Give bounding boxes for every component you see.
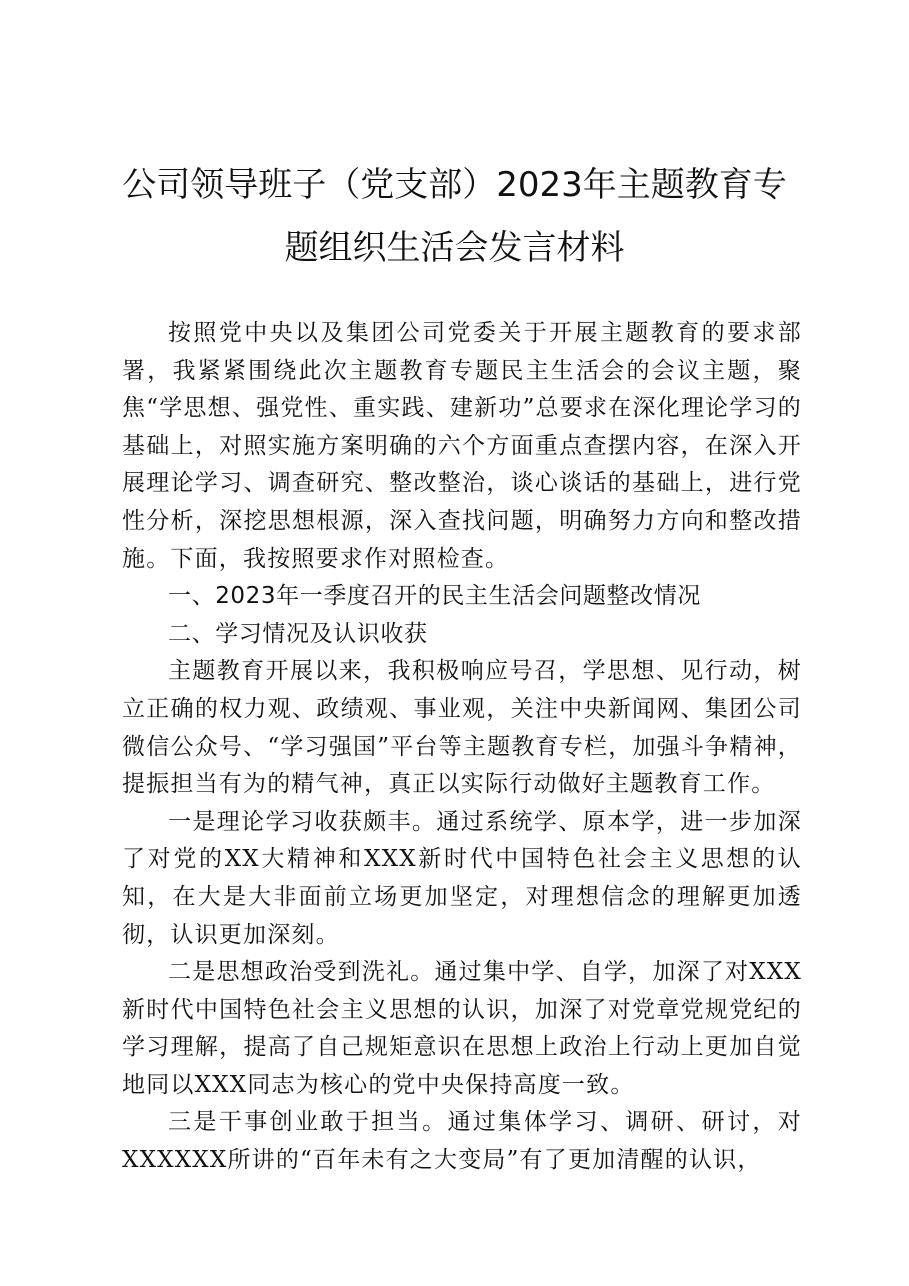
document-title-line-2: 题组织生活会发言材料	[284, 228, 625, 268]
political-thought-paragraph: 二是思想政治受到洗礼。通过集中学、自学，加深了对XXX新时代中国特色社会主义思想的认识，加深了对党章党规党纪的学习理解，提高了自己规矩意识在思想上政治上行动上更加自觉地同以XXX同志为核心的党中央保持高度一致。	[122, 959, 802, 1098]
document-body	[122, 315, 802, 1180]
intro-paragraph: 按照党中央以及集团公司党委关于开展主题教育的要求部署，我紧紧围绕此次主题教育专题民主生活会的会议主题，聚焦“学思想、强党性、重实践、建新功”总要求在深化理论学习的基础上，对照实施方案明确的六个方面重点查摆内容，在深入开展理论学习、调查研究、整改整治，谈心谈话的基础上，进行党性分析，深挖思想根源，深入查找问题，明确努力方向和整改措施。下面，我按照要求作对照检查。	[122, 320, 802, 572]
responsibility-paragraph: 三是干事创业敢于担当。通过集体学习、调研、研讨，对XXXXXX所讲的“百年未有之大变局”有了更加清醒的认识，	[122, 1109, 802, 1174]
section-heading-2: 二、学习情况及认识收获	[168, 620, 428, 647]
document-title-line-1: 公司领导班子（党支部）2023年主题教育专	[122, 165, 787, 205]
study-overview-paragraph: 主题教育开展以来，我积极响应号召，学思想、见行动，树立正确的权力观、政绩观、事业观，关注中央新闻网、集团公司微信公众号、“学习强国”平台等主题教育专栏，加强斗争精神，提振担当有为的精气神，真正以实际行动做好主题教育工作。	[122, 658, 802, 798]
section-heading-1: 一、2023年一季度召开的民主生活会问题整改情况	[168, 583, 701, 610]
theory-study-paragraph: 一是理论学习收获颇丰。通过系统学、原本学，进一步加深了对党的XX大精神和XXX新时代中国特色社会主义思想的认知，在大是大非面前立场更加坚定，对理想信念的理解更加透彻，认识更加深刻。	[122, 808, 802, 948]
